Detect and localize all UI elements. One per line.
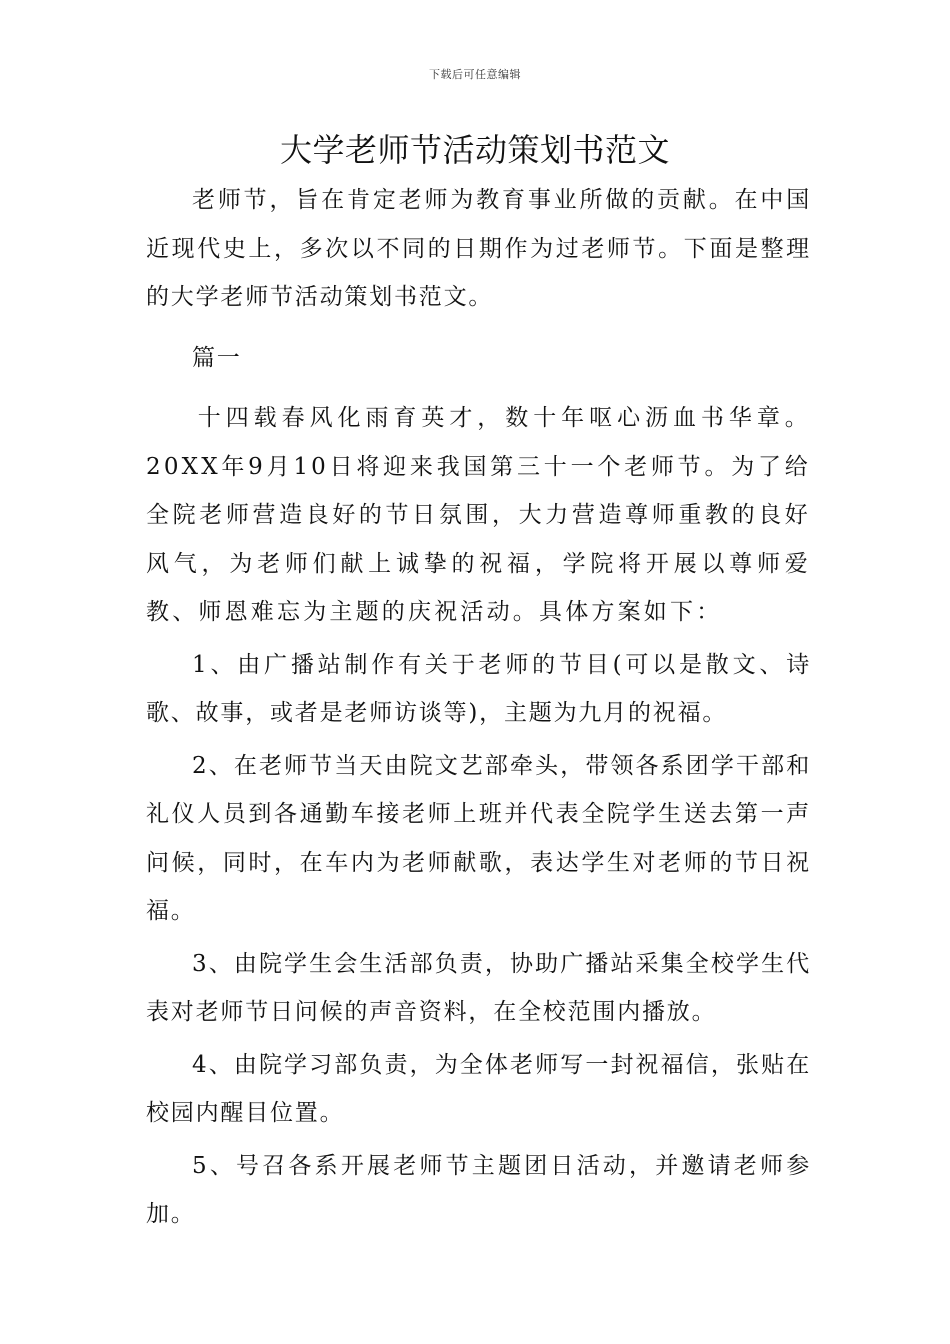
list-item: 1、由广播站制作有关于老师的节目(可以是散文、诗歌、故事，或者是老师访谈等)，主题为九月的祝福。 [146, 651, 811, 726]
opening-paragraph: 十四载春风化雨育英才，数十年呕心沥血书华章。20XX年9月10日将迎来我国第三十一个老师节。为了给全院老师营造良好的节日氛围，大力营造尊师重教的良好风气，为老师们献上诚挚的祝福，学院将开展以尊师爱教、师恩难忘为主题的庆祝活动。具体方案如下： [146, 405, 811, 625]
list-item: 3、由院学生会生活部负责，协助广播站采集全校学生代表对老师节日问候的声音资料，在全校范围内播放。 [146, 950, 811, 1025]
list-item: 4、由院学习部负责，为全体老师写一封祝福信，张贴在校园内醒目位置。 [146, 1051, 811, 1126]
section-label: 篇一 [192, 344, 242, 371]
header-note: 下载后可任意编辑 [429, 68, 521, 81]
list-item: 5、号召各系开展老师节主题团日活动，并邀请老师参加。 [146, 1152, 811, 1227]
list-item: 2、在老师节当天由院文艺部牵头，带领各系团学干部和礼仪人员到各通勤车接老师上班并代表全院学生送去第一声问候，同时，在车内为老师献歌，表达学生对老师的节日祝福。 [146, 752, 811, 924]
intro-paragraph: 老师节，旨在肯定老师为教育事业所做的贡献。在中国近现代史上，多次以不同的日期作为过老师节。下面是整理的大学老师节活动策划书范文。 [146, 187, 811, 310]
document-title: 大学老师节活动策划书范文 [279, 131, 670, 169]
document-body [146, 176, 811, 1239]
